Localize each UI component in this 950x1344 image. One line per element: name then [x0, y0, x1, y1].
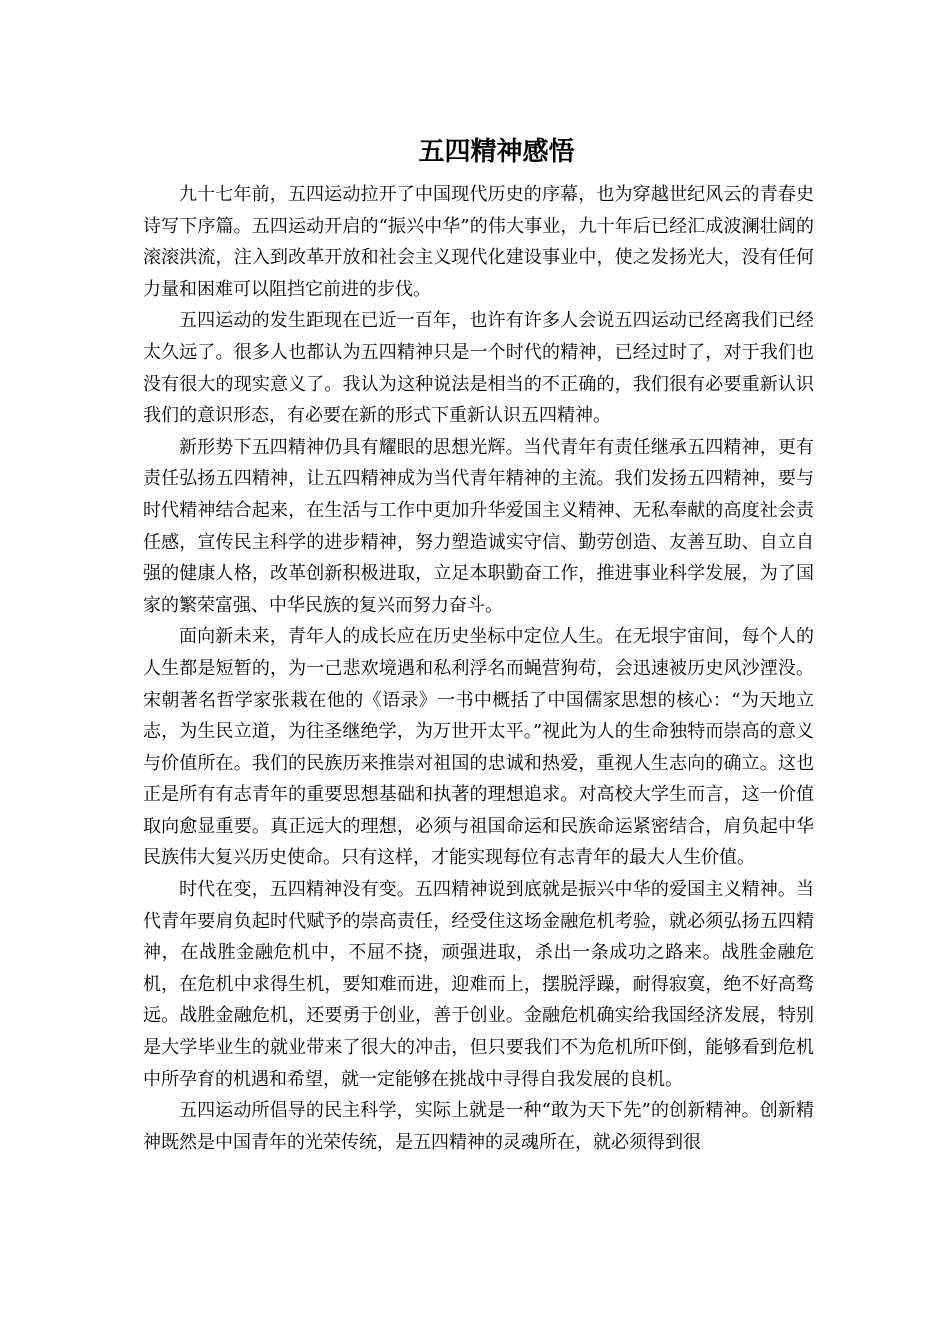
paragraph: 面向新未来，青年人的成长应在历史坐标中定位人生。在无垠宇宙间，每个人的人生都是短暂的，为一己悲欢境遇和私利浮名而蝇营狗苟，会迅速被历史风沙湮没。宋朝著名哲学家张栽在他的《语录》一书中概括了中国儒家思想的核心：“为天地立志，为生民立道，为往圣继绝学，为万世开太平。”视此为人的生命独特而崇高的意义与价值所在。我们的民族历来推崇对祖国的忠诚和热爱，重视人生志向的确立。这也正是所有有志青年的重要思想基础和执著的理想追求。对高校大学生而言，这一价值取向愈显重要。真正远大的理想，必须与祖国命运和民族命运紧密结合，肩负起中华民族伟大复兴历史使命。只有这样，才能实现每位有志青年的最大人生价值。: [143, 626, 814, 869]
paragraph: 新形势下五四精神仍具有耀眼的思想光辉。当代青年有责任继承五四精神，更有责任弘扬五四精神，让五四精神成为当代青年精神的主流。我们发扬五四精神，要与时代精神结合起来，在生活与工作中更加升华爱国主义精神、无私奉献的高度社会责任感，宣传民主科学的进步精神，努力塑造诚实守信、勤劳创造、友善互助、自立自强的健康人格，改革创新积极进取，立足本职勤奋工作，推进事业科学发展，为了国家的繁荣富强、中华民族的复兴而努力奋斗。: [143, 436, 814, 616]
document-body: [143, 179, 814, 1158]
paragraph: 时代在变，五四精神没有变。五四精神说到底就是振兴中华的爱国主义精神。当代青年要肩负起时代赋予的崇高责任，经受住这场金融危机考验，就必须弘扬五四精神，在战胜金融危机中，不屈不挠，顽强进取，杀出一条成功之路来。战胜金融危机，在危机中求得生机，要知难而进，迎难而上，摆脱浮躁，耐得寂寞，绝不好高骛远。战胜金融危机，还要勇于创业，善于创业。金融危机确实给我国经济发展，特别是大学毕业生的就业带来了很大的冲击，但只要我们不为危机所吓倒，能够看到危机中所孕育的机遇和希望，就一定能够在挑战中寻得自我发展的良机。: [143, 879, 814, 1090]
paragraph: 五四运动的发生距现在已近一百年，也许有许多人会说五四运动已经离我们已经太久远了。很多人也都认为五四精神只是一个时代的精神，已经过时了，对于我们也没有很大的现实意义了。我认为这种说法是相当的不正确的，我们很有必要重新认识我们的意识形态，有必要在新的形式下重新认识五四精神。: [143, 310, 814, 427]
document-title: 五四精神感悟: [418, 137, 575, 167]
paragraph: 五四运动所倡导的民主科学，实际上就是一种“敢为天下先”的创新精神。创新精神既然是中国青年的光荣传统，是五四精神的灵魂所在，就必须得到很: [143, 1100, 814, 1153]
paragraph: 九十七年前，五四运动拉开了中国现代历史的序幕，也为穿越世纪风云的青春史诗写下序篇。五四运动开启的“振兴中华”的伟大事业，九十年后已经汇成波澜壮阔的滚滚洪流，注入到改革开放和社会主义现代化建设事业中，使之发扬光大，没有任何力量和困难可以阻挡它前进的步伐。: [143, 184, 814, 300]
